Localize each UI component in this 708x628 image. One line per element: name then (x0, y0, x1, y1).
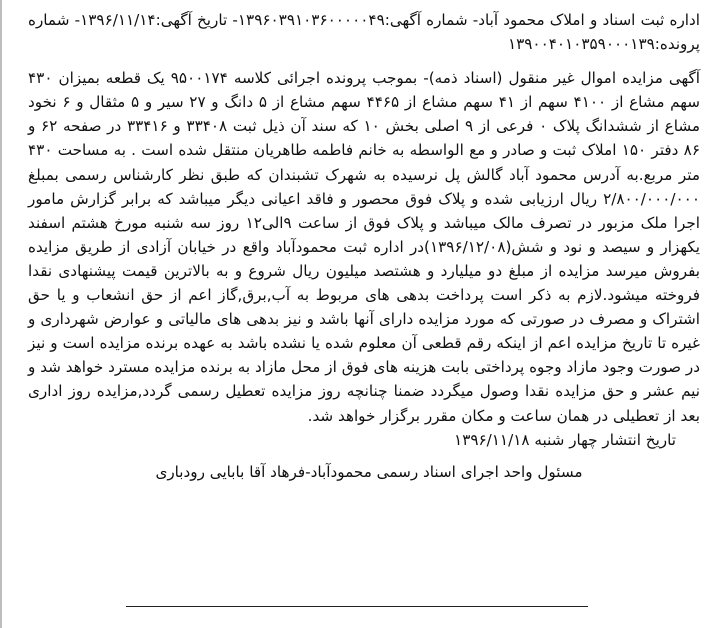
auction-notice (28, 8, 700, 484)
responsible-officer: مسئول واحد اجرای اسناد رسمی محمودآباد-فرهاد آقا بابایی رودباری (155, 462, 583, 481)
notice-header: اداره ثبت اسناد و املاک محمود آباد- شماره آگهی:۱۳۹۶۰۳۹۱۰۳۶۰۰۰۰۰۴۹- تاریخ آگهی:۱۳۹۶/۱۱/۱۴- شماره پرونده:۱۳۹۰۰۴۰۱۰۳۵۹۰۰۰۱۳۹ (28, 11, 700, 54)
publication-date: تاریخ انتشار چهار شنبه ۱۳۹۶/۱۱/۱۸ (454, 430, 676, 449)
notice-body: آگهی مزایده اموال غیر منقول (اسناد ذمه)- بموجب پرونده اجرائی کلاسه ۹۵۰۰۱۷۴ یک قطعه بمیزان ۴۳۰ سهم مشاع از ۴۱۰۰ سهم از ۴۱ سهم مشاع از ۴۴۶۵ سهم مشاع از ۵ دانگ و ۲۷ سیر و ۵ مثقال و ۶ نخود مشاع از ششدانگ پلاک ۰ فرعی از ۹ اصلی بخش ۱۰ که سند آن ذیل ثبت ۳۳۴۰۸ و ۳۳۴۱۶ در صفحه ۶۲ و ۸۶ دفتر ۱۵۰ املاک ثبت و صادر و مع الواسطه به خانم فاطمه طاهریان منتقل شده است . به مساحت ۴۳۰ متر مربع.به آدرس محمود آباد گالش پل نرسیده به شهرک تشبندان که طبق نظر کارشناس رسمی بمبلغ ۲/۸۰۰/۰۰۰/۰۰۰ ریال ارزیابی شده و پلاک فوق محصور و فاقد اعیانی دیگر میباشد که برابر گزارش مامور اجرا ملک مزبور در تصرف مالک میباشد و پلاک فوق از ساعت ۹الی۱۲ روز سه شنبه مورخ هشتم اسفند یکهزار و سیصد و نود و شش(۱۳۹۶/۱۲/۰۸)در اداره ثبت محمودآباد واقع در خیابان آزادی از طریق مزایده بفروش میرسد مزایده از مبلغ دو میلیارد و هشتصد میلیون ریال شروع و به بالاترین قیمت پیشنهادی نقدا فروخته میشود.لازم به ذکر است پرداخت بدهی های مربوط به آب,برق,گاز اعم از حق انشعاب و یا حق اشتراک و مصرف در صورتی که مورد مزایده دارای آنها باشد و نیز بدهی های مالیاتی و عوارض شهرداری و غیره تا تاریخ مزایده اعم از اینکه رقم قطعی آن معلوم شده یا نشده باشد به عهده برنده مزایده است و نیز در صورت وجود مازاد وجوه پرداختی بابت هزینه های فوق از محل مازاد به برنده مزایده مسترد خواهد شد و نیم عشر و حق مزایده نقدا وصول میگردد ضمنا چنانچه روز مزایده تعطیل رسمی گردد,مزایده روز اداری بعد از تعطیلی در همان ساعت و مکان مقرر برگزار خواهد شد. (28, 69, 701, 425)
bottom-divider (126, 606, 588, 607)
